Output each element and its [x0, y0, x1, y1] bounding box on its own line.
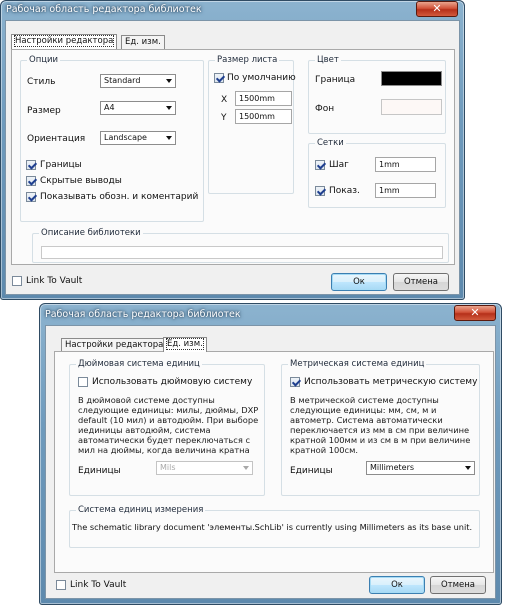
y-label: Y — [221, 113, 227, 123]
metric-units-select[interactable] — [366, 461, 475, 475]
ok-button[interactable] — [331, 273, 387, 291]
cancel-button[interactable] — [430, 576, 486, 594]
metric-units-value: Millimeters — [370, 463, 415, 472]
library-description-legend: Описание библиотеки — [41, 228, 141, 238]
sheet-y-value: 1500mm — [239, 112, 275, 121]
cancel-label: Отмена — [403, 277, 439, 287]
use-metric-label: Использовать метрическую систему — [304, 377, 478, 387]
sheet-x-input[interactable] — [235, 91, 292, 106]
tab-label: Настройки редактора — [15, 36, 114, 46]
link-to-vault-label: Link To Vault — [70, 580, 127, 590]
orientation-select[interactable] — [100, 131, 176, 145]
cancel-button[interactable] — [393, 273, 449, 291]
hidden-pins-checkbox[interactable] — [26, 176, 36, 186]
fill-color-label: Фон — [315, 104, 335, 114]
snap-grid-checkbox[interactable] — [315, 160, 325, 170]
chevron-down-icon — [166, 79, 172, 83]
show-designator-comment-checkbox[interactable] — [26, 192, 36, 202]
imperial-units-group — [69, 359, 265, 496]
sheet-y-input[interactable] — [235, 109, 292, 124]
imperial-units-value: Mils — [160, 463, 176, 472]
link-to-vault-label: Link To Vault — [26, 276, 83, 286]
visible-grid-label: Показ. — [329, 186, 360, 196]
metric-units-legend: Метрическая система единиц — [290, 359, 425, 369]
orientation-label: Ориентация — [27, 134, 86, 144]
snap-grid-input[interactable] — [375, 157, 436, 172]
default-size-checkbox[interactable] — [214, 73, 224, 83]
link-to-vault-checkbox[interactable] — [56, 580, 66, 590]
x-label: X — [221, 95, 228, 105]
show-designator-comment-label: Показывать обозн. и коментарий — [40, 192, 199, 202]
snap-grid-value: 1mm — [379, 160, 400, 169]
tab-units[interactable] — [121, 35, 165, 49]
tab-editor-options[interactable] — [61, 338, 167, 352]
metric-units-group — [281, 359, 480, 496]
dialog-body — [5, 20, 460, 295]
tab-editor-options[interactable] — [11, 34, 117, 49]
window-title: Рабочая область редактора библиотек — [6, 4, 202, 15]
close-button[interactable] — [416, 1, 458, 17]
library-description-group — [32, 228, 449, 263]
tab-panel — [54, 351, 494, 573]
sheet-size-group — [208, 55, 296, 194]
tab-label: Настройки редактора — [65, 340, 164, 350]
style-value: Standard — [104, 76, 141, 85]
options-legend: Опции — [29, 55, 59, 65]
color-group — [308, 55, 446, 134]
use-imperial-checkbox[interactable] — [78, 377, 88, 387]
close-button[interactable] — [454, 305, 496, 321]
snap-grid-label: Шаг — [329, 160, 349, 170]
dialog-body — [45, 325, 496, 599]
close-icon: ✕ — [470, 306, 480, 319]
borders-label: Границы — [40, 160, 82, 170]
borders-checkbox[interactable] — [26, 160, 36, 170]
ok-label: Ок — [353, 277, 365, 287]
unit-system-legend: Система единиц измерения — [78, 505, 204, 515]
ok-label: Ок — [391, 580, 403, 590]
sheet-size-legend: Размер листа — [217, 55, 278, 65]
border-color-swatch[interactable] — [381, 71, 442, 86]
orientation-value: Landscape — [104, 133, 147, 142]
tab-panel — [11, 49, 455, 265]
imperial-units-select[interactable] — [156, 461, 253, 475]
close-icon: ✕ — [432, 2, 442, 15]
chevron-down-icon — [465, 466, 471, 470]
use-imperial-label: Использовать дюймовую систему — [92, 377, 253, 387]
metric-description: В метрической системе доступны следующие единицы: мм, см, м и автометр. Система автоматически переключается из мм в см при величине кратной 100мм и из см в м при величине кратной 100см. — [290, 395, 471, 455]
fill-color-swatch[interactable] — [381, 99, 442, 115]
visible-grid-input[interactable] — [375, 183, 436, 198]
options-group — [20, 55, 204, 222]
unit-system-text: The schematic library document 'элементы.SchLib' is currently using Millimeters as its base unit. — [72, 522, 473, 532]
tab-units[interactable] — [163, 337, 207, 352]
grids-legend: Сетки — [317, 138, 344, 148]
unit-system-group — [69, 505, 480, 548]
tab-label: Ед. изм. — [167, 339, 203, 349]
library-editor-workspace-dialog-units — [39, 303, 502, 605]
color-legend: Цвет — [317, 55, 339, 65]
library-description-input[interactable] — [41, 246, 443, 259]
link-to-vault-checkbox[interactable] — [12, 276, 22, 286]
tab-label: Ед. изм. — [125, 37, 161, 47]
grids-group — [308, 138, 446, 208]
window-title: Рабочая область редактора библиотек — [45, 309, 241, 320]
imperial-units-label: Единицы — [78, 466, 121, 476]
style-label: Стиль — [27, 77, 56, 87]
chevron-down-icon — [166, 106, 172, 110]
imperial-description: В дюймовой системе доступны следующие единицы: милы, дюймы, DXP default (10 мил) и автодюйм. При выборе иединицы автодюйм, система автоматически будет переключаться с мил на дюймы, когда величина кратна — [78, 395, 259, 455]
chevron-down-icon — [243, 466, 249, 470]
use-metric-checkbox[interactable] — [290, 377, 300, 387]
style-select[interactable] — [100, 74, 176, 88]
cancel-label: Отмена — [440, 580, 476, 590]
visible-grid-checkbox[interactable] — [315, 186, 325, 196]
default-size-label: По умолчанию — [227, 73, 296, 83]
metric-units-label: Единицы — [290, 466, 333, 476]
size-select[interactable] — [100, 101, 176, 115]
border-color-label: Граница — [315, 75, 356, 85]
sheet-x-value: 1500mm — [239, 94, 275, 103]
visible-grid-value: 1mm — [379, 186, 400, 195]
chevron-down-icon — [166, 136, 172, 140]
hidden-pins-label: Скрытые выводы — [40, 176, 122, 186]
size-value: A4 — [104, 103, 115, 112]
ok-button[interactable] — [369, 576, 425, 594]
library-editor-workspace-dialog-editor-options — [0, 0, 465, 300]
size-label: Размер — [27, 106, 61, 116]
imperial-units-legend: Дюймовая система единиц — [78, 359, 200, 369]
